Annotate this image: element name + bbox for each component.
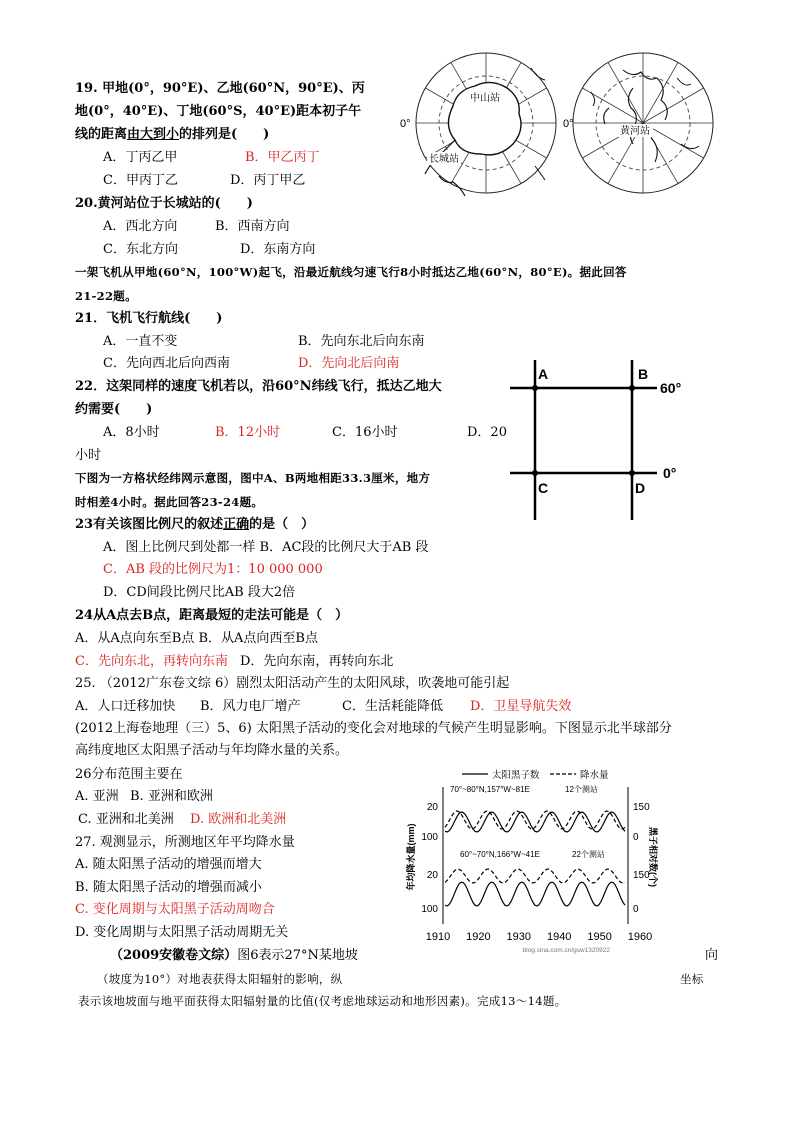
legend-precip: 降水量 [580, 770, 609, 781]
left-map-label-0: 0° [400, 118, 411, 130]
ytick-right-top-150: 150 [633, 802, 650, 813]
tail-line-1-right: 向 [705, 948, 719, 963]
q23-option-d: D．CD间段比例尺比AB 段大2倍 [103, 585, 296, 600]
q24-option-ab: A．从A点向东至B点 B．从A点向西至B点 [75, 631, 318, 646]
ytick-right-bottom-150: 150 [633, 870, 650, 881]
q26-option-d: D. 欧洲和北美洲 [190, 812, 287, 827]
q19-line-2: 地(0°，40°E)、丁地(60°S，40°E)距本初子午 [75, 104, 362, 119]
tail-line-2: （坡度为10°）对地表获得太阳辐射的影响，纵 [97, 972, 343, 986]
point-a [532, 385, 538, 391]
q20-stem: 20.黄河站位于长城站的( ) [75, 196, 253, 211]
q22-option-b: B．12小时 [215, 425, 281, 440]
sunspot-curve-panel-2 [445, 882, 625, 906]
q27-option-d: D. 变化周期与太阳黑子活动周期无关 [75, 925, 289, 940]
point-c [532, 470, 538, 476]
q25-stem: 25. （2012广东卷文综 6）剧烈太阳活动产生的太阳风球，吹袭地可能引起 [75, 676, 510, 691]
precip-curve-panel-2 [445, 869, 625, 883]
polar-map-left [400, 53, 556, 196]
sunspot-precipitation-chart [400, 762, 720, 954]
label-a: A [538, 366, 549, 382]
q19-line-3 [75, 126, 269, 144]
xtick-1920: 1920 [466, 931, 491, 943]
xtick-1940: 1940 [546, 931, 572, 943]
watermark: blog.sina.com.cn/gsw1320922 [522, 947, 610, 954]
label-d: D [635, 480, 646, 496]
q22-line-1: 22．这架同样的速度飞机若以，沿60°N纬线飞行，抵达乙地大 [75, 379, 442, 394]
ytick-right-bottom-0: 0 [633, 904, 639, 915]
left-map-station-changcheng: 长城站 [429, 154, 459, 165]
q23-stem [75, 516, 314, 534]
q22-line-2: 约需要( ) [75, 402, 153, 417]
q19-option-a: A．丁丙乙甲 [103, 150, 178, 165]
q19-line-3-b: 的排列是( ) [179, 127, 270, 142]
lat-lon-grid [505, 355, 695, 525]
left-map-station-zhongshan: 中山站 [470, 93, 500, 104]
xtick-1960: 1960 [627, 931, 653, 943]
tail-source: （2009安徽卷文综） [110, 948, 238, 963]
panel-1-region: 70°~80°N,157°W~81E [450, 785, 530, 794]
q25-option-b: B．风力电厂增产 [200, 699, 301, 714]
label-lat-60: 60° [660, 380, 682, 396]
right-map-label-0: 0° [563, 118, 574, 130]
q19-line-1: 19. 甲地(0°，90°E)、乙地(60°N，90°E)、丙 [75, 81, 365, 96]
q20-option-c: C．东北方向 [103, 242, 178, 257]
q22-option-a: A．8小时 [103, 425, 160, 440]
q20-option-d: D．东南方向 [240, 242, 316, 257]
tail-line-1 [110, 947, 358, 965]
q21-option-a: A．一直不变 [103, 334, 178, 349]
q21-stem: 21．飞机飞行航线( ) [75, 311, 223, 326]
q24-option-d: D．先向东南，再转向东北 [240, 654, 394, 669]
label-c: C [538, 480, 549, 496]
q27-option-b: B. 随太阳黑子活动的增强而减小 [75, 880, 262, 895]
ylabel-left: 年均降水量(mm) [406, 823, 416, 891]
q25-option-d: D．卫星导航失效 [470, 699, 572, 714]
q19-line-3-a: 线的距离 [75, 127, 128, 142]
ytick-bottom-100: 100 [421, 904, 438, 915]
intro-23-line-2: 时相差4小时。据此回答23-24题。 [75, 495, 264, 509]
ytick-top-20: 20 [426, 802, 438, 813]
q20-option-a: A．西北方向 [103, 219, 178, 234]
q21-option-d: D．先向北后向南 [298, 356, 400, 371]
tail-line-3: 表示该地坡面与地平面获得太阳辐射量的比值(仅考虑地球运动和地形因素)。完成13～14题。 [78, 994, 567, 1008]
point-d [629, 470, 635, 476]
panel-2-stations: 22个测站 [572, 850, 605, 859]
q24-option-c: C．先向东北，再转向东南 [75, 654, 228, 669]
polar-maps [395, 48, 715, 198]
ytick-bottom-20: 20 [426, 870, 438, 881]
q22-option-d: D．20 [467, 425, 507, 440]
intro-26-line-2: 高纬度地区太阳黑子活动与年均降水量的关系。 [75, 743, 349, 758]
panel-2-region: 60°~70°N,166°W~41E [460, 850, 540, 859]
q19-line-3-underlined: 由大到小 [127, 127, 180, 142]
q25-option-c: C．生活耗能降低 [342, 699, 443, 714]
q20-option-b: B．西南方向 [215, 219, 290, 234]
ytick-right-top-0: 0 [633, 832, 639, 843]
polar-map-right [563, 53, 713, 193]
q26-option-c: C. 亚洲和北美洲 [78, 812, 174, 827]
q19-option-c: C．甲丙丁乙 [103, 173, 178, 188]
point-b [629, 385, 635, 391]
q26-option-a: A. 亚洲 [75, 789, 119, 804]
q23-option-c: C．AB 段的比例尺为1：10 000 000 [103, 562, 323, 577]
q21-option-c: C．先向西北后向西南 [103, 356, 230, 371]
q22-option-d-cont: 小时 [75, 448, 102, 463]
q27-option-c: C. 变化周期与太阳黑子活动周吻合 [75, 902, 275, 917]
tail-line-1-text: 图6表示27°N某地坡 [237, 948, 358, 963]
q21-option-b: B．先向东北后向东南 [298, 334, 425, 349]
intro-21-line-1: 一架飞机从甲地(60°N，100°W)起飞，沿最近航线匀速飞行8小时抵达乙地(60°N，80°E)。据此回答 [75, 265, 627, 279]
q19-option-d: D．丙丁甲乙 [230, 173, 306, 188]
xtick-1910: 1910 [425, 931, 451, 943]
q27-stem: 27. 观测显示，所测地区年平均降水量 [75, 835, 295, 850]
x-axis-ticks [426, 931, 652, 943]
xtick-1930: 1930 [506, 931, 532, 943]
q25-option-a: A．人口迁移加快 [75, 699, 176, 714]
q27-option-a: A. 随太阳黑子活动的增强而增大 [75, 857, 262, 872]
q26-stem: 26分布范围主要在 [75, 767, 183, 782]
intro-26-line-1: (2012上海卷地理（三）5、6) 太阳黑子活动的变化会对地球的气候产生明显影响。下图显示北半球部分 [75, 721, 672, 736]
q23-stem-a: 23有关该图比例尺的叙述 [75, 517, 224, 532]
legend-sunspot: 太阳黑子数 [492, 770, 540, 781]
ylabel-right: 黑子相对数(个) [648, 827, 658, 887]
right-map-station-huanghe: 黄河站 [620, 126, 650, 137]
label-b: B [638, 366, 649, 382]
ytick-top-100: 100 [421, 832, 438, 843]
intro-23-line-1: 下图为一方格状经纬网示意图，图中A、B两地相距33.3厘米，地方 [75, 471, 431, 485]
label-lat-0: 0° [663, 465, 677, 481]
q24-stem: 24从A点去B点，距离最短的走法可能是（ ） [75, 608, 349, 623]
tail-line-2-right: 坐标 [680, 972, 704, 986]
q23-option-ab: A．图上比例尺到处都一样 B．AC段的比例尺大于AB 段 [103, 540, 429, 555]
panel-1-stations: 12个测站 [565, 785, 598, 794]
q19-option-b: B．甲乙丙丁 [245, 150, 320, 165]
q23-stem-b: 的是（ ） [249, 517, 315, 532]
q22-option-c: C．16小时 [332, 425, 398, 440]
intro-21-line-2: 21-22题。 [75, 289, 137, 303]
q26-option-b: B. 亚洲和欧洲 [130, 789, 213, 804]
q23-stem-underlined: 正确 [223, 517, 250, 532]
xtick-1950: 1950 [587, 931, 612, 943]
